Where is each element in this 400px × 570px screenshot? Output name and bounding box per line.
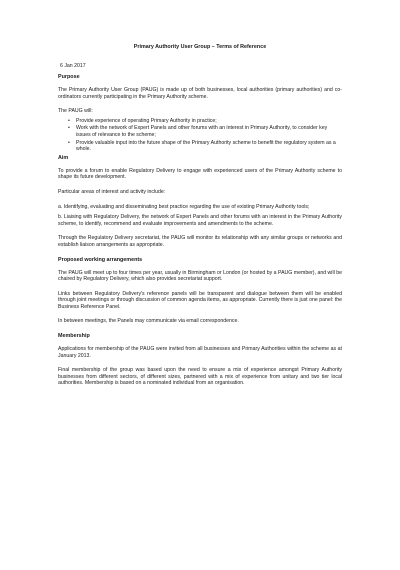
document-title: Primary Authority User Group – Terms of Reference [133, 44, 267, 50]
aim-interest-label: Particular areas of interest and activity include: [58, 188, 166, 195]
purpose-heading: Purpose [58, 74, 80, 80]
list-item [68, 140, 342, 153]
aim-secretariat: Through the Regulatory Delivery secretariat, the PAUG will monitor its relationship with any similar groups or networks and establish liaison arrangements as appropriate. [58, 235, 342, 248]
aim-text: To provide a forum to enable Regulatory Delivery to engage with experienced users of the Primary Authority scheme to shape its future development. [58, 167, 342, 181]
purpose-bullet-list [58, 118, 342, 153]
working-paragraph-3: In between meetings, the Panels may communicate via email correspondence. [58, 318, 239, 325]
membership-paragraph-1: Applications for membership of the PAUG were invited from all businesses and Primary Authorities within the scheme as at January 2013. [58, 346, 342, 359]
membership-paragraph-2: Final membership of the group was based upon the need to ensure a mix of experience amongst Primary Authority businesses from different sectors, of different sizes, partnered with a mix of experience from unitary and two tier local authorities. Membership is based on a nominated individual from an organisation. [58, 367, 342, 387]
bullet-icon: • [68, 117, 70, 124]
purpose-will-label: The PAUG will: [58, 108, 93, 115]
membership-heading: Membership [58, 333, 90, 340]
bullet-icon: • [68, 125, 70, 132]
aim-heading: Aim [58, 154, 69, 161]
working-paragraph-1: The PAUG will meet up to four times per year, usually in Birmingham or London (or hosted by a PAUG member), and will be chaired by Regulatory Delivery, which also provides secretariat support. [58, 269, 342, 283]
working-paragraph-2: Links between Regulatory Delivery's reference panels will be transparent and dialogue between them will be enabled through joint meetings or through discussion of common agenda items, as appropriate. Currently there is just one panel: the Business Reference Panel. [58, 290, 342, 310]
aim-item-a: a. Identifying, evaluating and disseminating best practice regarding the use of existing Primary Authority tools; [58, 203, 310, 210]
list-item [68, 125, 342, 138]
document-date: 6 Jan 2017 [60, 63, 86, 69]
list-item-text: Provide experience of operating Primary Authority in practice; [76, 117, 217, 124]
list-item-text: Work with the network of Expert Panels and other forums with an interest in Primary Authority, to consider key issues of relevance to the scheme; [76, 125, 328, 138]
purpose-intro: The Primary Authority User Group (PAUG) is made up of both businesses, local authorities (primary authorities) and co-ordinators currently participating in the Primary Authority scheme. [58, 87, 342, 100]
aim-item-b: b. Liaising with Regulatory Delivery, the network of Expert Panels and other forums with an interest in the Primary Authority scheme, to identify, recommend and evaluate improvements and amendments to the scheme. [58, 214, 342, 227]
bullet-icon: • [68, 139, 70, 146]
list-item-text: Provide valuable input into the future shape of the Primary Authority scheme to benefit the regulatory system as a whole. [76, 139, 336, 153]
working-heading: Proposed working arrangements [58, 256, 143, 263]
list-item [68, 118, 342, 125]
